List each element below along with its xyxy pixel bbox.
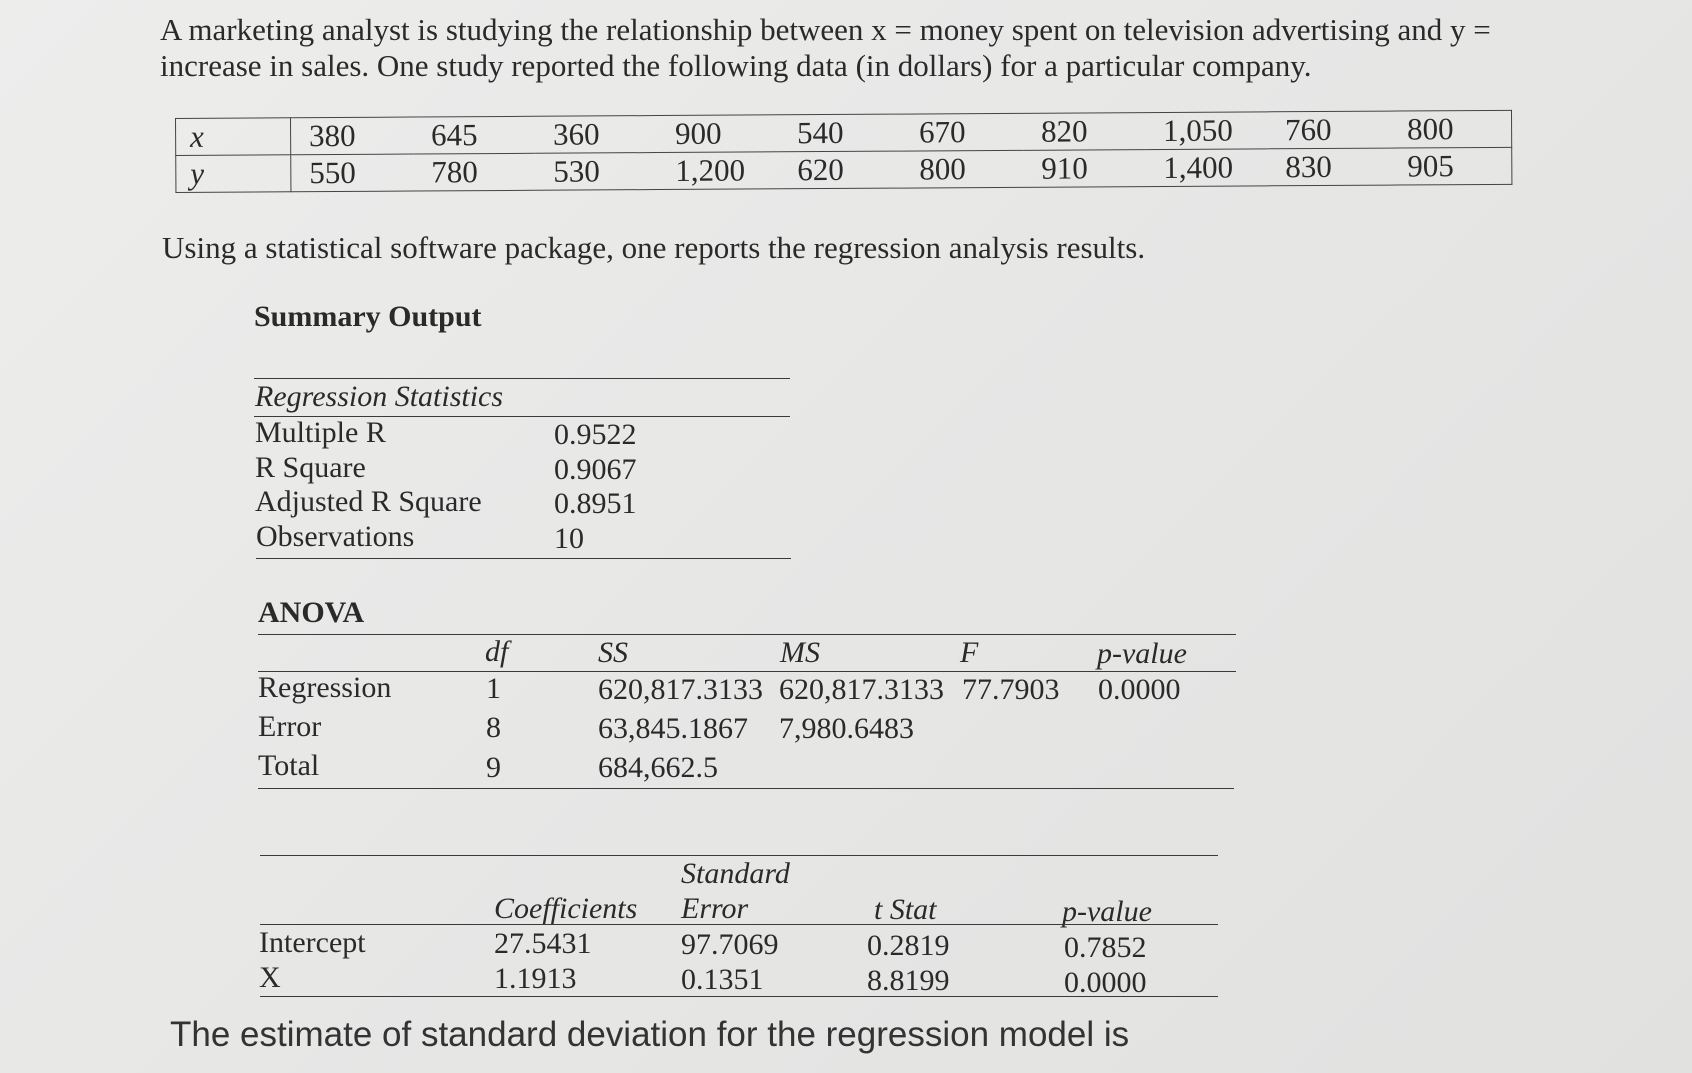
y-value: 530 (535, 153, 657, 191)
coef-value: 27.5431 (494, 927, 592, 960)
y-value: 800 (901, 150, 1023, 188)
anova-header-p: p-value (1097, 637, 1187, 670)
anova-df: 1 (486, 672, 501, 705)
anova-title: ANOVA (258, 596, 365, 629)
coef-header-se-bottom: Error (681, 892, 749, 925)
stat-value: 10 (554, 522, 584, 555)
anova-ms: 7,980.6483 (779, 712, 914, 745)
y-label: y (176, 155, 291, 193)
anova-header-f: F (960, 636, 979, 669)
coef-header-tstat: t Stat (874, 893, 937, 926)
x-value: 670 (901, 113, 1023, 151)
anova-header-ss: SS (598, 636, 628, 669)
intro-line-1: A marketing analyst is studying the relationship between x = money spent on television advertising and y = (160, 12, 1491, 47)
coef-header-coefficients: Coefficients (494, 892, 638, 925)
coef-header-se-top: Standard (681, 857, 790, 890)
divider (256, 558, 791, 559)
divider (260, 996, 1218, 997)
anova-p: 0.0000 (1098, 673, 1181, 706)
y-value: 1,200 (657, 152, 779, 190)
coef-tstat: 8.8199 (867, 964, 950, 997)
y-value: 905 (1389, 147, 1512, 185)
y-value: 830 (1267, 148, 1389, 186)
x-value: 900 (657, 115, 779, 153)
divider (254, 378, 790, 379)
anova-header-df: df (485, 635, 509, 668)
anova-ss: 684,662.5 (598, 751, 718, 784)
coef-value: 1.1913 (494, 962, 577, 995)
summary-output-title: Summary Output (254, 300, 482, 333)
x-label: x (176, 118, 291, 156)
anova-row-label: Total (258, 749, 320, 782)
y-value: 550 (291, 154, 414, 192)
anova-f: 77.7903 (962, 673, 1060, 706)
y-row (176, 147, 1512, 192)
x-value: 645 (413, 116, 535, 154)
divider (258, 788, 1234, 789)
x-value: 1,050 (1145, 112, 1267, 150)
stat-label: Multiple R (255, 416, 386, 449)
x-value: 820 (1023, 113, 1145, 151)
y-value: 620 (779, 151, 901, 189)
coef-p: 0.0000 (1064, 966, 1147, 999)
divider (260, 924, 1218, 925)
x-value: 800 (1389, 110, 1512, 148)
stat-label: Observations (256, 520, 415, 553)
regression-statistics-header: Regression Statistics (255, 380, 504, 413)
intro-line-2: increase in sales. One study reported the following data (in dollars) for a particular company. (160, 48, 1312, 83)
anova-ms: 620,817.3133 (779, 673, 944, 706)
anova-ss: 620,817.3133 (598, 673, 763, 706)
y-value: 910 (1023, 150, 1145, 188)
intro-text (160, 12, 1560, 84)
y-value: 1,400 (1145, 149, 1267, 187)
x-value: 760 (1267, 111, 1389, 149)
divider (260, 855, 1218, 856)
coef-tstat: 0.2819 (867, 929, 950, 962)
coef-row-label: X (259, 961, 281, 994)
y-value: 780 (413, 153, 535, 191)
anova-df: 9 (486, 751, 501, 784)
stat-label: Adjusted R Square (255, 485, 482, 518)
coef-row-label: Intercept (259, 926, 366, 959)
question-text: The estimate of standard deviation for the regression model is (170, 1015, 1130, 1054)
stat-value: 0.8951 (554, 487, 637, 520)
x-value: 380 (291, 117, 414, 155)
coef-p: 0.7852 (1064, 931, 1147, 964)
using-text: Using a statistical software package, one reports the regression analysis results. (162, 230, 1146, 265)
coef-header-p: p-value (1062, 895, 1152, 928)
anova-header-ms: MS (780, 636, 820, 669)
divider (258, 671, 1236, 672)
anova-df: 8 (486, 711, 501, 744)
coef-se: 0.1351 (681, 963, 764, 996)
x-value: 360 (535, 116, 657, 154)
stat-label: R Square (255, 451, 366, 484)
x-value: 540 (779, 114, 901, 152)
anova-row-label: Error (258, 710, 322, 743)
coef-se: 97.7069 (681, 928, 779, 961)
divider (258, 634, 1236, 635)
anova-row-label: Regression (258, 671, 392, 704)
anova-ss: 63,845.1867 (598, 712, 748, 745)
stat-value: 0.9522 (554, 418, 637, 451)
stat-value: 0.9067 (554, 453, 637, 486)
data-table (175, 110, 1512, 193)
